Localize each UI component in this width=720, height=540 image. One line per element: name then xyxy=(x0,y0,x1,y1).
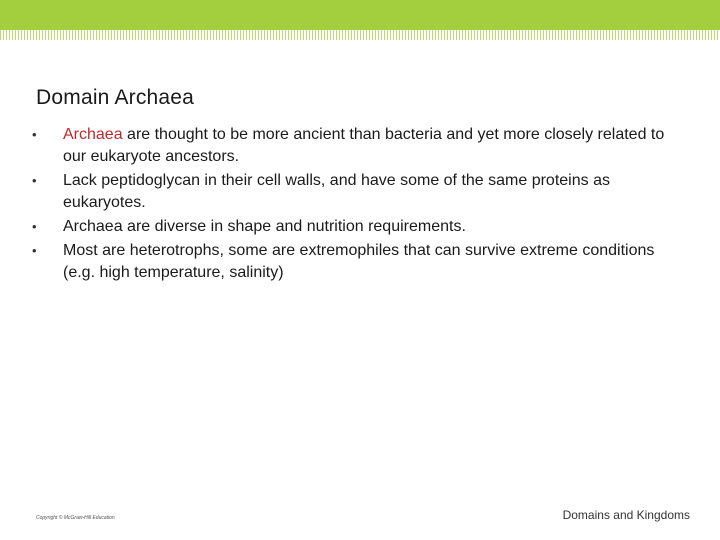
footer-title: Domains and Kingdoms xyxy=(562,508,690,522)
bullet-text: Archaea are diverse in shape and nutrition requirements. xyxy=(63,218,466,235)
copyright-notice: Copyright © McGraw-Hill Education xyxy=(36,515,115,521)
bullet-text: Most are heterotrophs, some are extremophiles that can survive extreme conditions (e.g. high temperature, salinity) xyxy=(63,242,655,281)
bullet-dot-icon: • xyxy=(32,243,37,258)
bullet-list xyxy=(26,124,666,286)
bullet-text: Lack peptidoglycan in their cell walls, and have some of the same proteins as eukaryotes. xyxy=(63,172,610,211)
bullet-text: are thought to be more ancient than bacteria and yet more closely related to our eukaryote ancestors. xyxy=(63,126,665,165)
bullet-item xyxy=(26,216,666,238)
bullet-dot-icon: • xyxy=(32,219,37,234)
bullet-dot-icon: • xyxy=(32,173,37,188)
bullet-item xyxy=(26,170,666,214)
bullet-item xyxy=(26,240,666,284)
top-stripe-pattern xyxy=(0,30,720,40)
slide-title: Domain Archaea xyxy=(36,86,195,109)
bullet-highlight-term: Archaea xyxy=(63,126,123,143)
bullet-item xyxy=(26,124,666,168)
top-accent-bar xyxy=(0,0,720,30)
bullet-dot-icon: • xyxy=(32,127,37,142)
